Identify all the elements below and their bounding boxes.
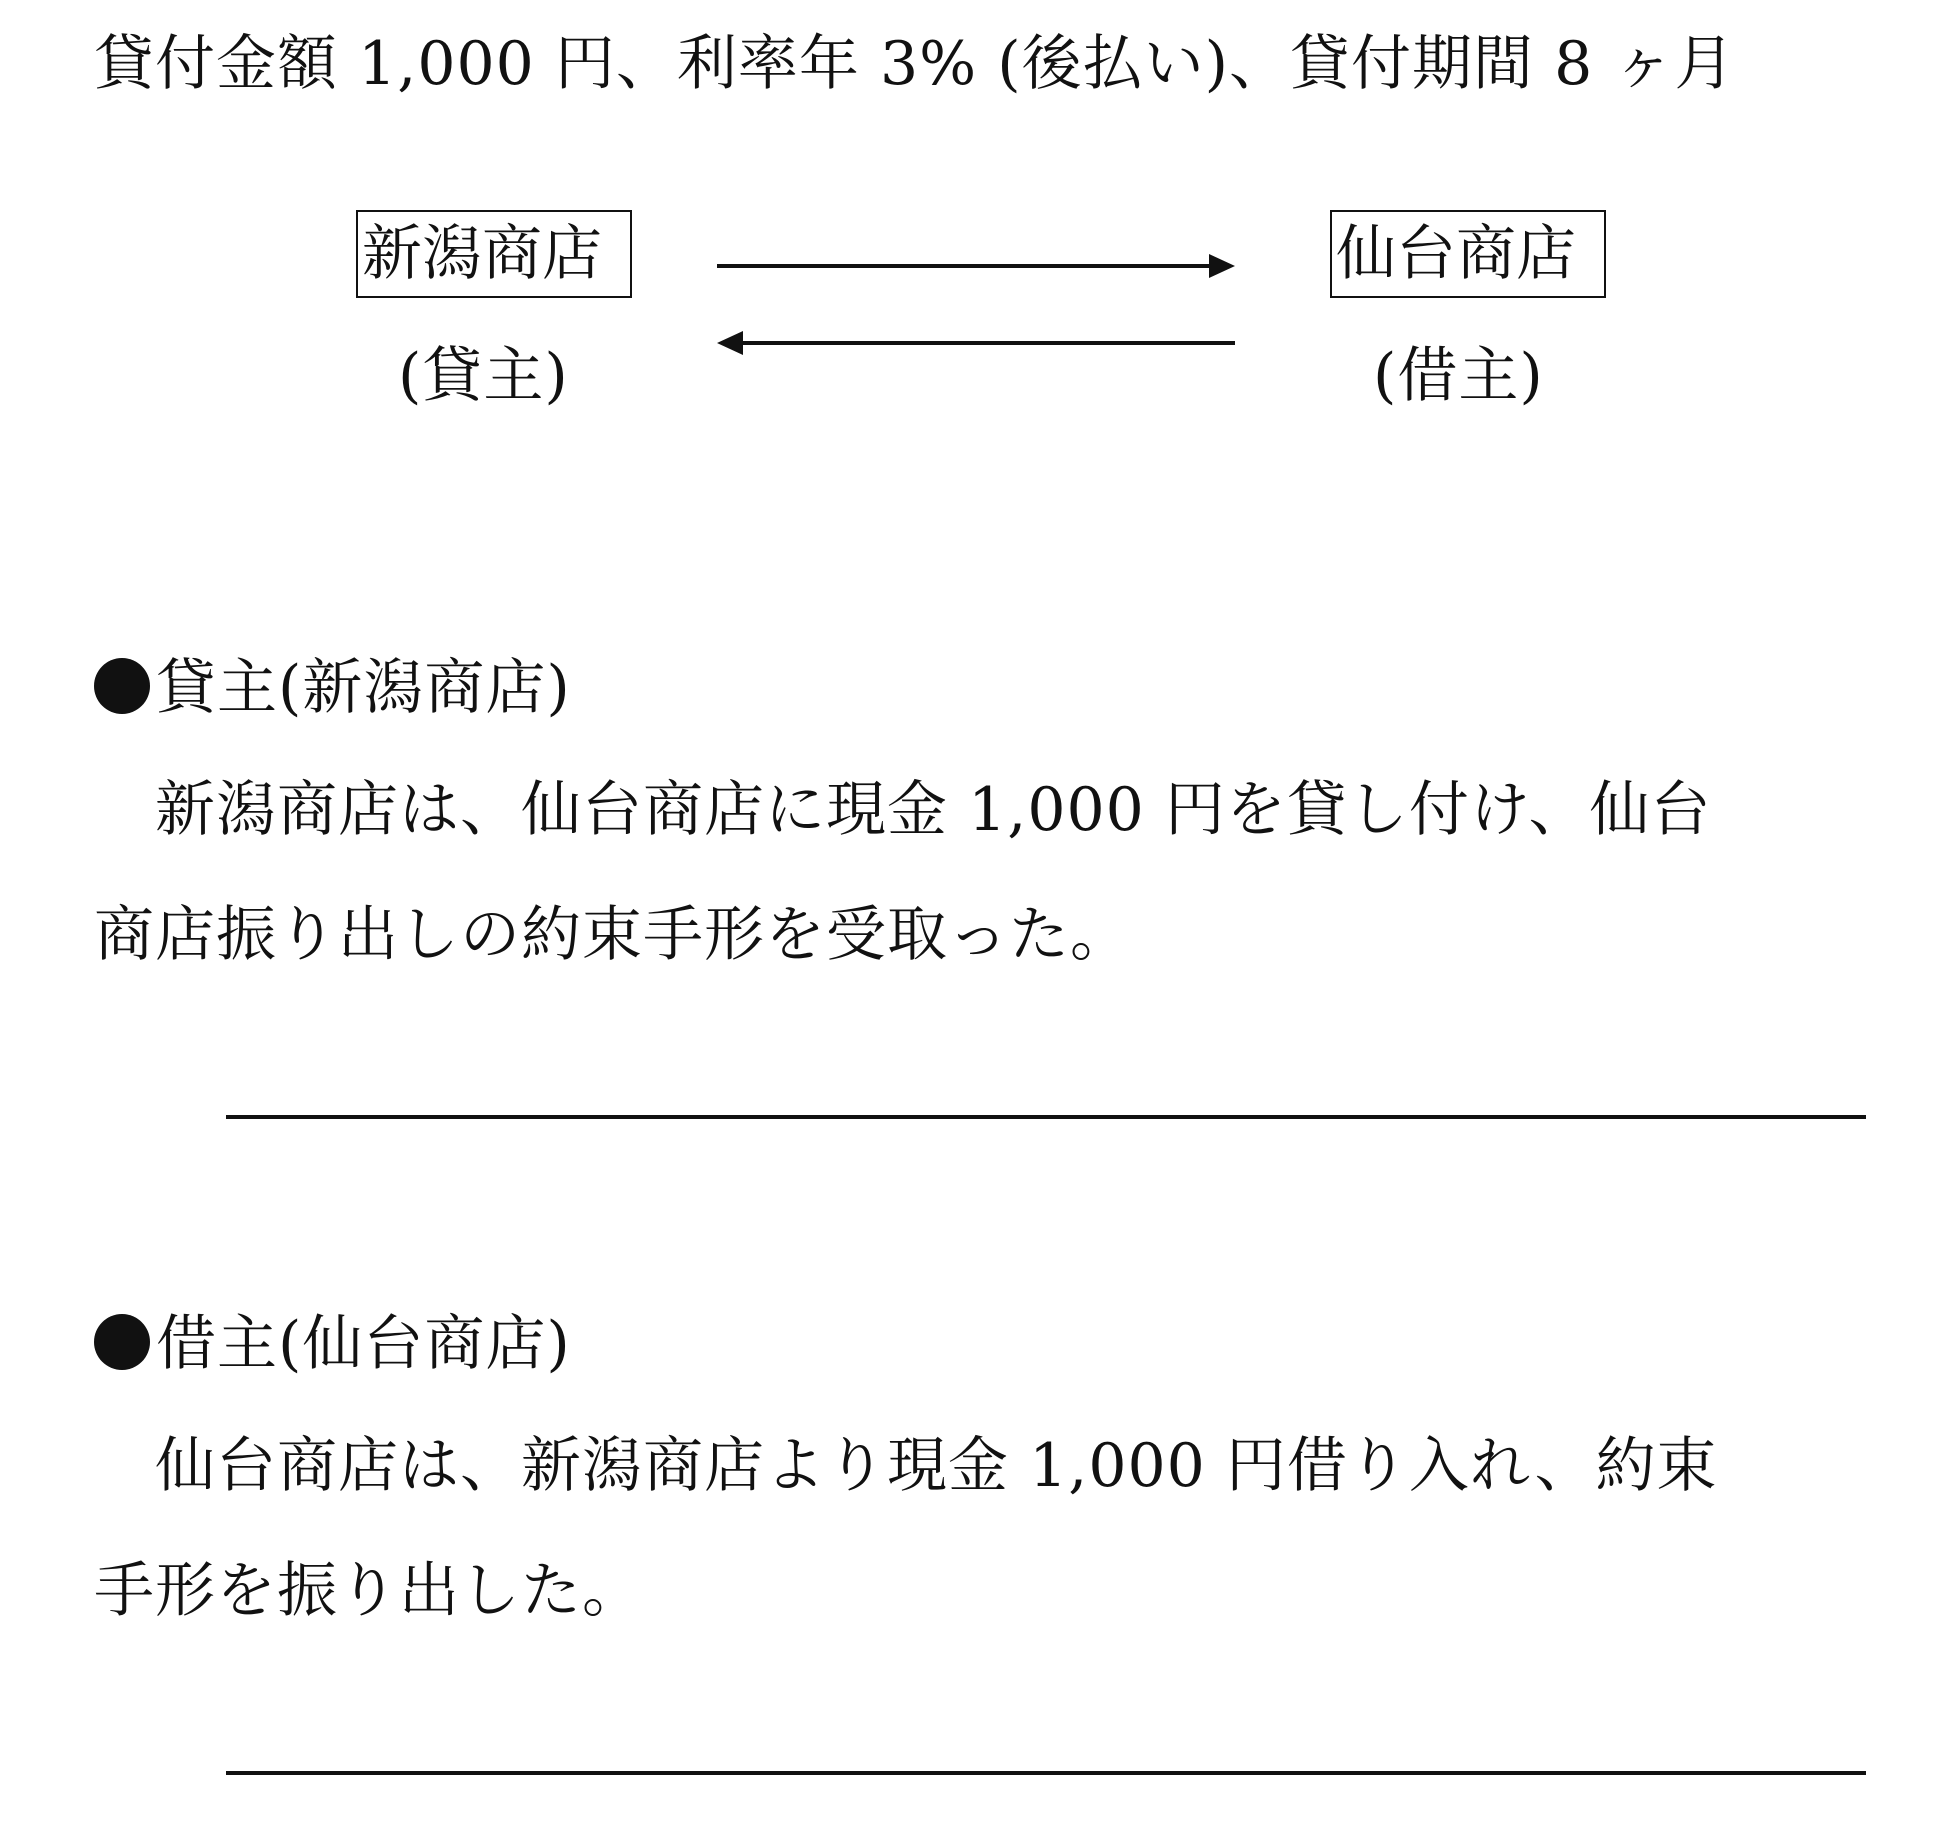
lender-role-label: (貸主) <box>398 341 569 411</box>
borrower-section-heading <box>94 1309 571 1379</box>
borrower-heading-text: 借主(仙台商店) <box>156 1309 571 1379</box>
borrower-name-box: 仙台商店 <box>1330 210 1606 298</box>
arrow-head-right <box>1209 254 1235 278</box>
bullet-icon <box>94 658 150 714</box>
loan-terms: 貸付金額 1,000 円、利率年 3% (後払い)、貸付期間 8 ヶ月 <box>94 29 1736 99</box>
borrower-answer-line <box>226 1771 1866 1775</box>
lender-description-line-2: 商店振り出しの約束手形を受取った。 <box>94 900 1131 970</box>
arrow-head-left <box>717 331 743 355</box>
lender-section-heading <box>94 653 571 723</box>
borrower-description-line-2: 手形を振り出した。 <box>94 1556 643 1626</box>
lender-description-line-1: 新潟商店は、仙台商店に現金 1,000 円を貸し付け、仙台 <box>94 775 1712 845</box>
borrower-role-label: (借主) <box>1373 341 1544 411</box>
lender-heading-text: 貸主(新潟商店) <box>156 653 571 723</box>
transaction-arrows <box>715 240 1240 360</box>
bullet-icon <box>94 1314 150 1370</box>
lender-name-box: 新潟商店 <box>356 210 632 298</box>
borrower-description-line-1: 仙台商店は、新潟商店より現金 1,000 円借り入れ、約束 <box>94 1431 1718 1501</box>
lender-answer-line <box>226 1115 1866 1119</box>
